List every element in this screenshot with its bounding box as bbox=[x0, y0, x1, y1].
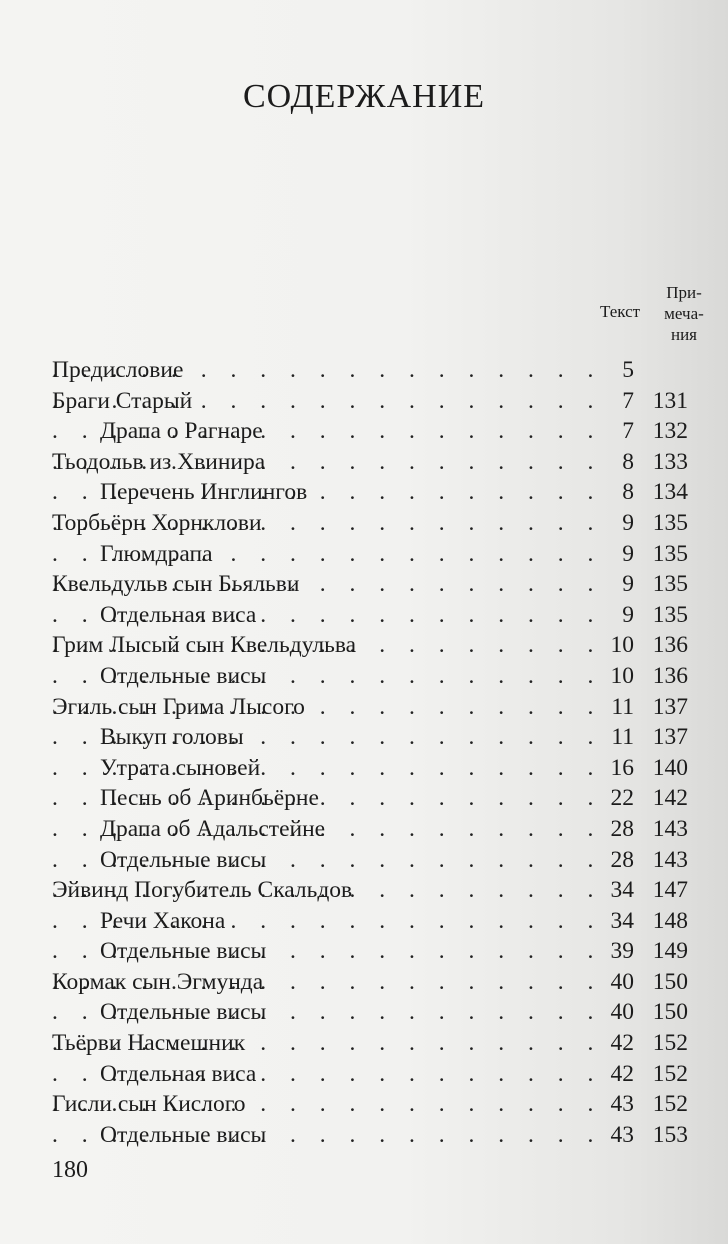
toc-entry-notes-page: 133 bbox=[652, 448, 688, 475]
toc-entry-label: Драпа об Адальстейне bbox=[100, 815, 326, 842]
toc-entry bbox=[52, 630, 692, 661]
toc-entry bbox=[52, 936, 692, 967]
toc-entry-notes-page: 134 bbox=[652, 479, 688, 506]
toc-entry-text-page: 8 bbox=[622, 479, 634, 506]
toc-entry bbox=[52, 1059, 692, 1090]
toc-entry-notes-page: 148 bbox=[652, 907, 688, 934]
toc-entry-notes-page: 149 bbox=[652, 938, 688, 965]
toc-entry-text-page: 43 bbox=[610, 1091, 634, 1118]
notes-header-line-1: При- bbox=[666, 283, 702, 302]
toc-entry-text-page: 7 bbox=[622, 418, 634, 445]
toc-entry-notes-page: 143 bbox=[652, 815, 688, 842]
toc-entry-label: Отдельная виса bbox=[100, 1060, 257, 1087]
toc-entry-label: Глюмдрапа bbox=[100, 540, 213, 567]
toc-entry-text-page: 11 bbox=[611, 693, 634, 720]
toc-entry-text-page: 34 bbox=[610, 907, 634, 934]
toc-entry-text-page: 10 bbox=[610, 632, 634, 659]
toc-entry-notes-page: 153 bbox=[652, 1121, 688, 1148]
page-title: СОДЕРЖАНИЕ bbox=[242, 78, 486, 115]
toc-entry-notes-page: 142 bbox=[652, 785, 688, 812]
toc-entry bbox=[52, 1089, 692, 1120]
toc-entry-notes-page: 136 bbox=[652, 662, 688, 689]
toc-entry-text-page: 39 bbox=[610, 938, 634, 965]
toc-entry-text-page: 42 bbox=[610, 1030, 634, 1057]
toc-entry-text-page: 8 bbox=[622, 448, 634, 475]
toc-entry-label: Отдельные висы bbox=[100, 999, 267, 1026]
toc-entry-text-page: 28 bbox=[610, 815, 634, 842]
notes-header-line-2: меча- bbox=[664, 304, 704, 323]
toc-entry bbox=[52, 997, 692, 1028]
toc-entry-label: Выкуп головы bbox=[100, 724, 244, 751]
toc-entry bbox=[52, 600, 692, 631]
toc-entry-text-page: 40 bbox=[610, 968, 634, 995]
toc-entry bbox=[52, 753, 692, 784]
toc-entry-label: Эгиль сын Грима Лысого bbox=[52, 693, 305, 720]
toc-entry bbox=[52, 875, 692, 906]
toc-entry-notes-page: 143 bbox=[652, 846, 688, 873]
toc-entry bbox=[52, 1028, 692, 1059]
toc-entry-notes-page: 152 bbox=[652, 1091, 688, 1118]
toc-entry-notes-page: 140 bbox=[652, 754, 688, 781]
toc-entry-label: Тьодольв из Хвинира bbox=[52, 448, 266, 475]
toc-entry bbox=[52, 569, 692, 600]
toc-entry-label: Песнь об Аринбьёрне bbox=[100, 785, 319, 812]
toc-entry-text-page: 34 bbox=[610, 877, 634, 904]
toc-entry-notes-page: 137 bbox=[652, 693, 688, 720]
toc-entry-notes-page: 136 bbox=[652, 632, 688, 659]
toc-entry-label: Предисловие bbox=[52, 357, 184, 383]
toc-entry bbox=[52, 355, 692, 386]
toc-entry-notes-page: 135 bbox=[652, 540, 688, 567]
toc-entry-notes-page: 150 bbox=[652, 999, 688, 1026]
notes-header-line-3: ния bbox=[670, 325, 697, 344]
toc-entry bbox=[52, 967, 692, 998]
toc-entry bbox=[52, 508, 692, 539]
toc-entry bbox=[52, 416, 692, 447]
toc-entry-text-page: 7 bbox=[622, 387, 634, 414]
toc-entry-text-page: 28 bbox=[610, 846, 634, 873]
toc-entry bbox=[52, 386, 692, 417]
toc-entry-notes-page: 147 bbox=[652, 877, 688, 904]
toc-entry bbox=[52, 447, 692, 478]
toc-entry-notes-page: 132 bbox=[652, 418, 688, 445]
toc-entry-label: Эйвинд Погубитель Скальдов bbox=[52, 877, 353, 904]
toc-entry-notes-page: 135 bbox=[652, 571, 688, 598]
toc-entry-label: Отдельная виса bbox=[100, 601, 257, 628]
text-column-header: Текст bbox=[600, 302, 641, 321]
toc-entry-label: Грим Лысый сын Квельдульва bbox=[52, 632, 357, 659]
toc-entry-label: Отдельные висы bbox=[100, 662, 267, 689]
toc-entry-label: Отдельные висы bbox=[100, 938, 267, 965]
toc-entry-notes-page: 152 bbox=[652, 1030, 688, 1057]
toc-entry-label: Драпа о Рагнаре bbox=[100, 418, 263, 445]
toc-entry bbox=[52, 845, 692, 876]
toc-entry-label: Утрата сыновей bbox=[100, 754, 261, 781]
toc-entry-text-page: 42 bbox=[610, 1060, 634, 1087]
toc-entry-text-page: 9 bbox=[622, 571, 634, 598]
toc-entry-notes-page: 135 bbox=[652, 509, 688, 536]
toc-entry bbox=[52, 692, 692, 723]
toc-entry-text-page: 11 bbox=[611, 724, 634, 751]
toc-entry-text-page: 43 bbox=[610, 1121, 634, 1148]
toc-entry bbox=[52, 661, 692, 692]
toc-entry-label: Перечень Инглингов bbox=[100, 479, 308, 506]
toc-entry-label: Гисли сын Кислого bbox=[52, 1091, 246, 1118]
toc-entry-label: Тьёрви Насмешник bbox=[52, 1030, 246, 1057]
toc-entry-text-page: 16 bbox=[610, 754, 634, 781]
toc-entry-text-page: 10 bbox=[610, 662, 634, 689]
toc-entry bbox=[52, 477, 692, 508]
toc-entry bbox=[52, 539, 692, 570]
table-of-contents bbox=[52, 355, 692, 1150]
toc-entry bbox=[52, 814, 692, 845]
toc-entry bbox=[52, 722, 692, 753]
toc-entry-label: Отдельные висы bbox=[100, 846, 267, 873]
toc-entry-label: Речи Хакона bbox=[100, 907, 226, 934]
toc-entry-notes-page: 137 bbox=[652, 724, 688, 751]
toc-entry-label: Квельдульв сын Бьяльви bbox=[52, 571, 300, 598]
toc-entry-text-page: 9 bbox=[622, 509, 634, 536]
toc-entry-text-page: 40 bbox=[610, 999, 634, 1026]
toc-entry-notes-page: 135 bbox=[652, 601, 688, 628]
toc-entry bbox=[52, 783, 692, 814]
toc-entry-text-page: 5 bbox=[622, 357, 634, 383]
toc-entry bbox=[52, 1120, 692, 1151]
toc-entry-notes-page: 131 bbox=[652, 387, 688, 414]
notes-column-header bbox=[654, 282, 714, 345]
toc-entry-text-page: 9 bbox=[622, 601, 634, 628]
toc-entry-notes-page: 152 bbox=[652, 1060, 688, 1087]
toc-entry-notes-page: 150 bbox=[652, 968, 688, 995]
page-number: 180 bbox=[52, 1157, 88, 1183]
toc-entry-label: Отдельные висы bbox=[100, 1121, 267, 1148]
toc-entry bbox=[52, 906, 692, 937]
toc-entry-label: Кормак сын Эгмунда bbox=[52, 968, 264, 995]
toc-entry-text-page: 9 bbox=[622, 540, 634, 567]
toc-entry-label: Браги Старый bbox=[52, 387, 193, 414]
toc-entry-label: Торбьёрн Хорнклови bbox=[52, 509, 262, 536]
toc-entry-text-page: 22 bbox=[610, 785, 634, 812]
